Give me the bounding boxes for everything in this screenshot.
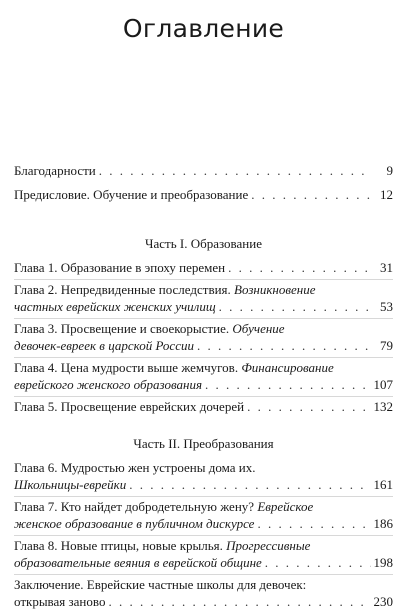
row-divider <box>14 574 393 575</box>
toc-entry[interactable] <box>14 162 393 179</box>
entry-title: Глава 4. Цена мудрости выше жемчугов. Финансирование <box>14 360 334 375</box>
leader-dots <box>247 398 370 415</box>
entry-title: Глава 7. Кто найдет добродетельную жену? Еврейское <box>14 499 314 514</box>
toc-entry[interactable] <box>14 398 393 415</box>
leader-dots <box>265 554 371 571</box>
toc-entry[interactable] <box>14 359 393 393</box>
entry-title: Глава 8. Новые птицы, новые крылья. Прогрессивные <box>14 538 311 553</box>
entry-title: Глава 1. Образование в эпоху перемен <box>14 260 226 275</box>
entry-title: Глава 2. Непредвиденные последствия. Возникновение <box>14 282 316 297</box>
leader-dots <box>108 593 370 610</box>
page-number: 12 <box>380 187 393 202</box>
row-divider <box>14 496 393 497</box>
entry-subtitle: Школьницы-еврейки <box>14 477 127 492</box>
entry-title: Благодарности <box>14 163 96 178</box>
leader-dots <box>99 162 372 179</box>
part-heading: Часть I. Образование <box>145 236 262 251</box>
leader-dots <box>197 337 372 354</box>
row-divider <box>14 318 393 319</box>
row-divider <box>14 396 393 397</box>
page-number: 107 <box>373 377 393 392</box>
page-number: 186 <box>373 516 393 531</box>
entry-subtitle: открывая заново <box>14 594 106 609</box>
leader-dots <box>219 298 372 315</box>
toc-entry[interactable] <box>14 459 393 493</box>
entry-subtitle: еврейского женского образования <box>14 377 202 392</box>
page-number: 79 <box>380 338 393 353</box>
row-divider <box>14 357 393 358</box>
entry-title: Заключение. Еврейские частные школы для девочек: <box>14 577 307 592</box>
toc-entry[interactable] <box>14 537 393 571</box>
entry-subtitle: женское образование в публичном дискурсе <box>14 516 255 531</box>
leader-dots <box>205 376 371 393</box>
page-number: 9 <box>386 163 393 178</box>
leader-dots <box>251 186 372 203</box>
leader-dots <box>257 515 370 532</box>
toc-entry[interactable] <box>14 186 393 203</box>
part-heading: Часть II. Преобразования <box>133 436 274 451</box>
page-number: 132 <box>373 399 393 414</box>
toc-entry[interactable] <box>14 576 393 610</box>
row-divider <box>14 279 393 280</box>
leader-dots <box>129 476 370 493</box>
page-number: 31 <box>380 260 393 275</box>
entry-title: Глава 3. Просвещение и своекорыстие. Обучение <box>14 321 285 336</box>
entry-subtitle: образовательные веяния в еврейской общине <box>14 555 262 570</box>
page-number: 53 <box>380 299 393 314</box>
toc-entry[interactable] <box>14 320 393 354</box>
toc-entry[interactable] <box>14 498 393 532</box>
entry-subtitle: девочек-евреек в царской России <box>14 338 194 353</box>
page-number: 230 <box>373 594 393 609</box>
toc-entry[interactable] <box>14 281 393 315</box>
leader-dots <box>228 259 372 276</box>
entry-title: Глава 5. Просвещение еврейских дочерей <box>14 399 245 414</box>
page-title: Оглавление <box>122 14 285 43</box>
entry-subtitle: частных еврейских женских училищ <box>14 299 216 314</box>
toc-entry[interactable] <box>14 259 393 276</box>
entry-title: Предисловие. Обучение и преобразование <box>14 187 249 202</box>
page-number: 161 <box>373 477 393 492</box>
row-divider <box>14 535 393 536</box>
entry-title: Глава 6. Мудростью жен устроены дома их. <box>14 460 256 475</box>
page-number: 198 <box>373 555 393 570</box>
